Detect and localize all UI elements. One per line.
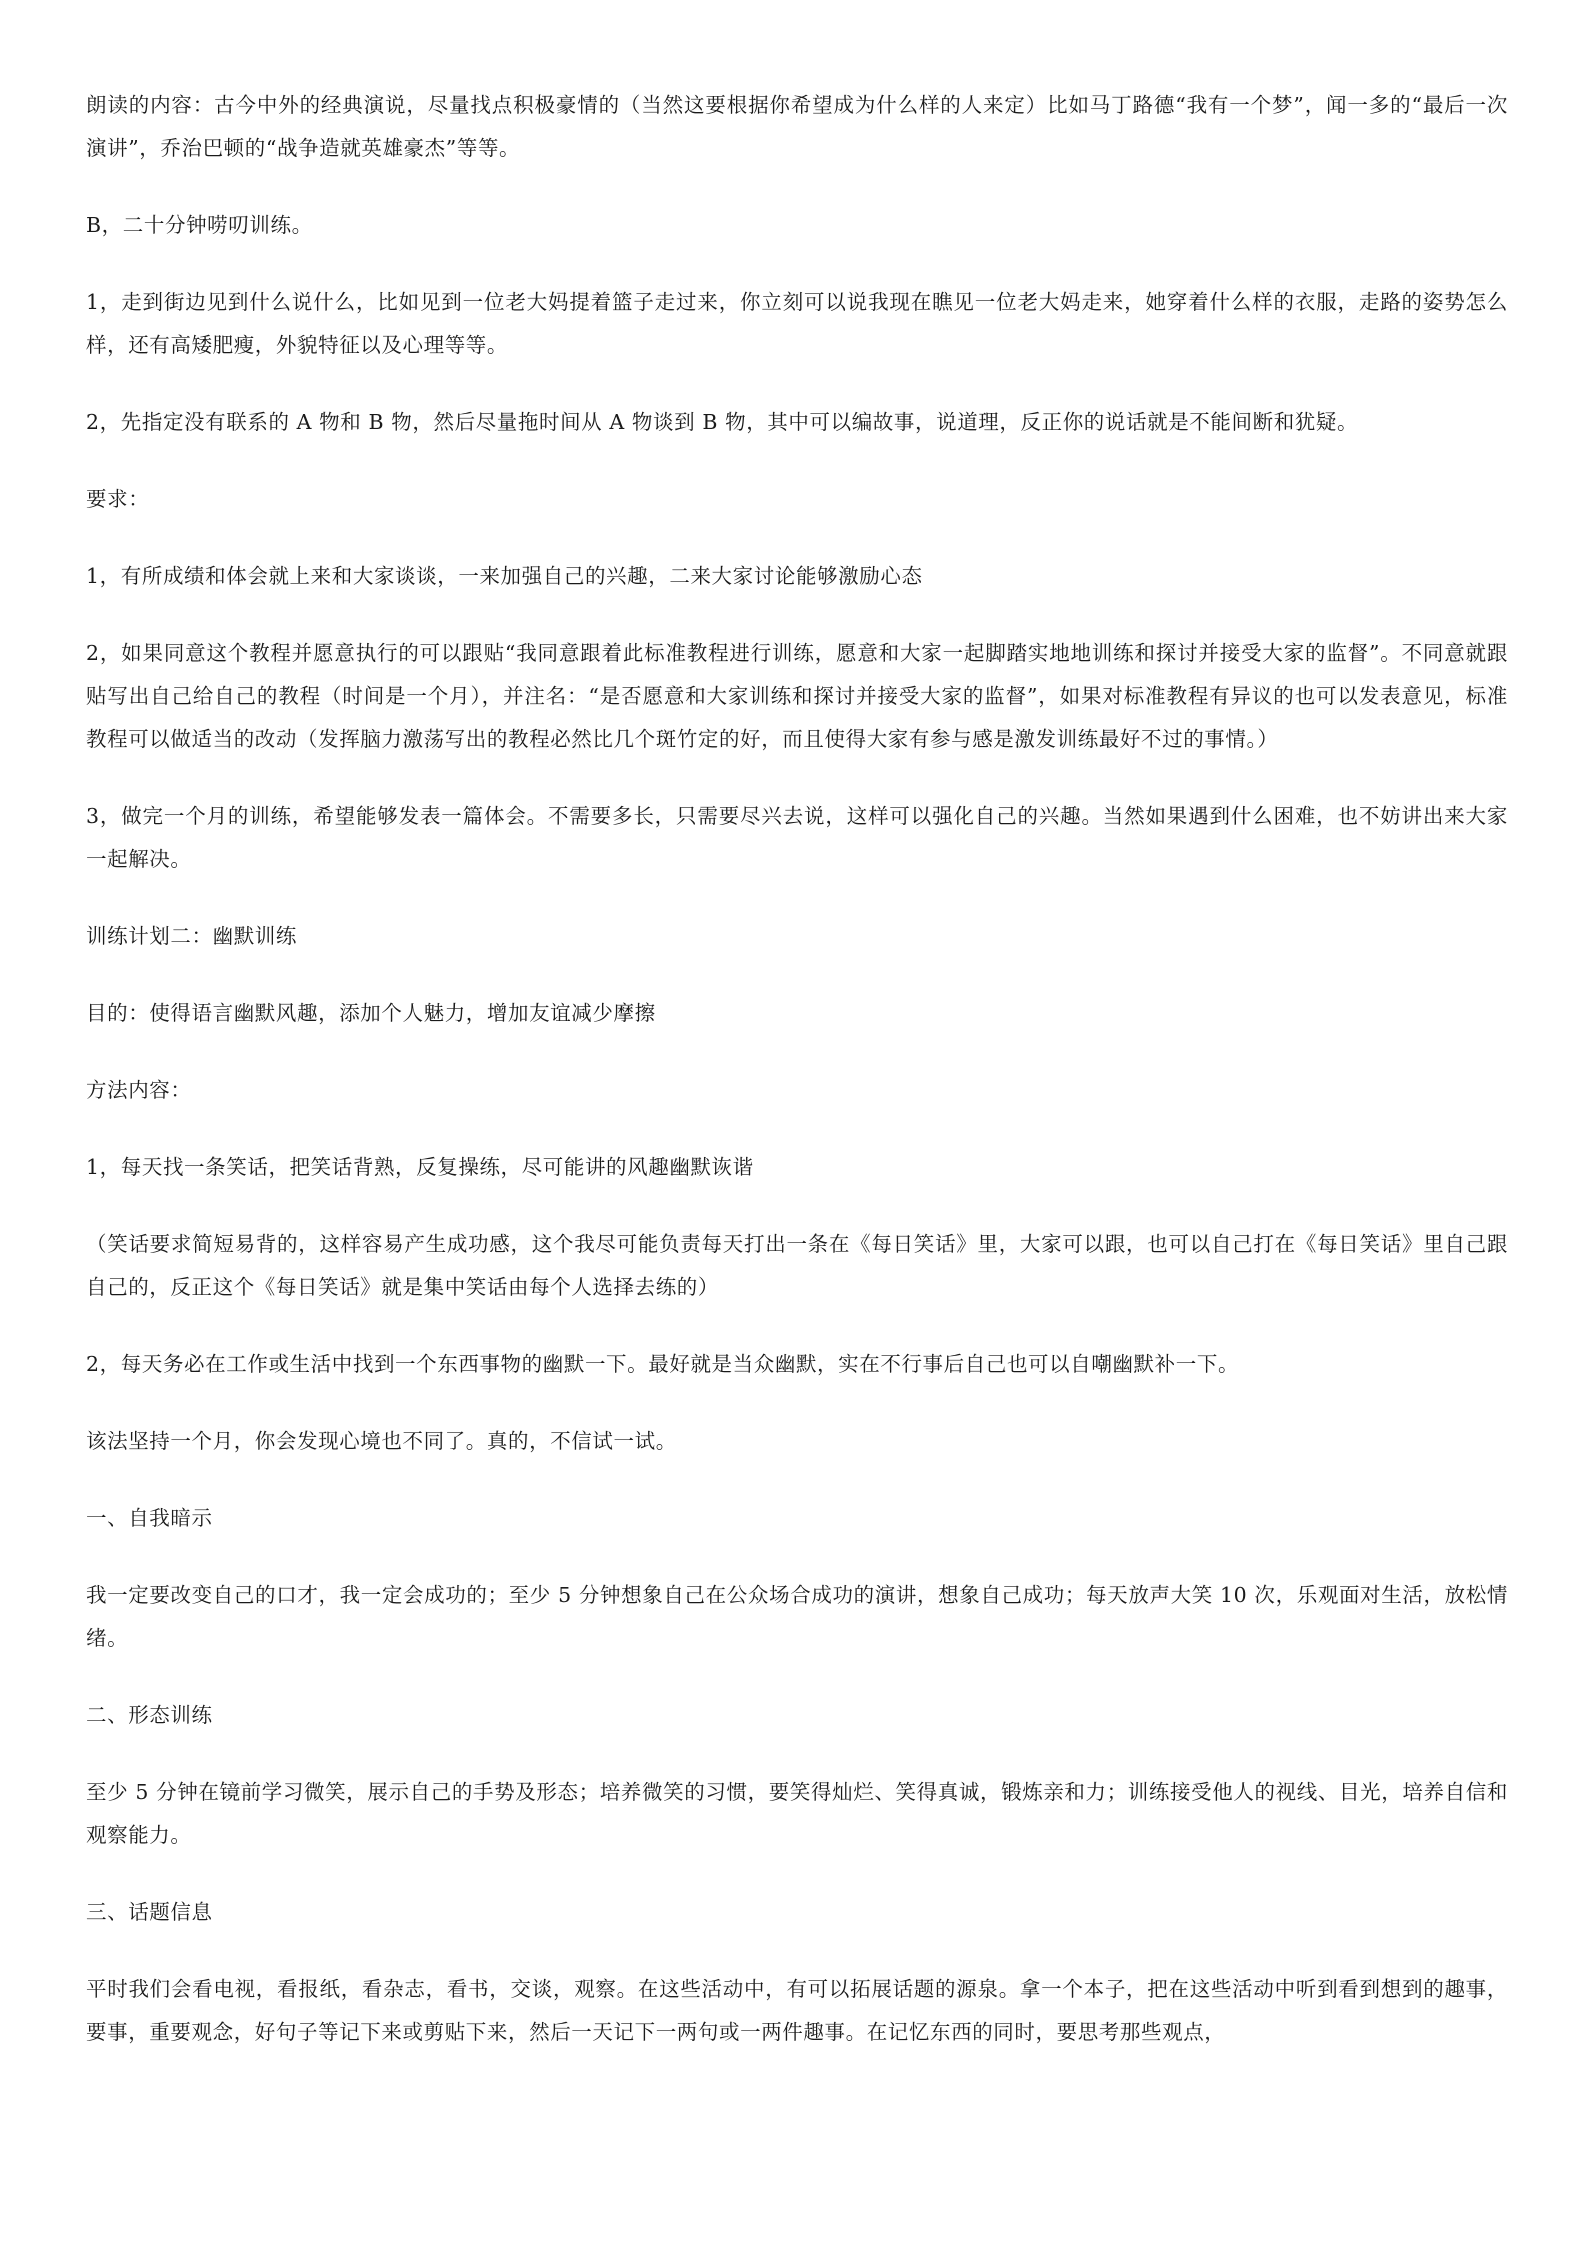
paragraph-self-suggestion: 我一定要改变自己的口才，我一定会成功的；至少 5 分钟想象自己在公众场合成功的演讲，想象自己成功；每天放声大笑 10 次，乐观面对生活，放松情绪。 xyxy=(86,1583,1508,1650)
paragraph-posture-heading: 二、形态训练 xyxy=(86,1703,213,1727)
paragraph-persist-note: 该法坚持一个月，你会发现心境也不同了。真的，不信试一试。 xyxy=(86,1429,677,1453)
paragraph-joke-note: （笑话要求简短易背的，这样容易产生成功感，这个我尽可能负责每天打出一条在《每日笑话》里，大家可以跟，也可以自己打在《每日笑话》里自己跟自己的，反正这个《每日笑话》就是集中笑话由每个人选择去练的） xyxy=(86,1232,1508,1299)
paragraph-posture: 至少 5 分钟在镜前学习微笑，展示自己的手势及形态；培养微笑的习惯，要笑得灿烂、笑得真诚，锻炼亲和力；训练接受他人的视线、目光，培养自信和观察能力。 xyxy=(86,1780,1508,1847)
paragraph-self-suggestion-heading: 一、自我暗示 xyxy=(86,1506,213,1530)
paragraph-topics-heading: 三、话题信息 xyxy=(86,1900,213,1924)
paragraph-b-item-1: 1，走到街边见到什么说什么，比如见到一位老大妈提着篮子走过来，你立刻可以说我现在瞧见一位老大妈走来，她穿着什么样的衣服，走路的姿势怎么样，还有高矮肥瘦，外貌特征以及心理等等。 xyxy=(86,290,1508,357)
paragraph-b-item-2: 2，先指定没有联系的 A 物和 B 物，然后尽量拖时间从 A 物谈到 B 物，其中可以编故事，说道理，反正你的说话就是不能间断和犹疑。 xyxy=(86,410,1359,434)
paragraph-method-heading: 方法内容： xyxy=(86,1078,192,1102)
paragraph-topics: 平时我们会看电视，看报纸，看杂志，看书，交谈，观察。在这些活动中，有可以拓展话题的源泉。拿一个本子，把在这些活动中听到看到想到的趣事，要事，重要观念，好句子等记下来或剪贴下来，然后一天记下一两句或一两件趣事。在记忆东西的同时，要思考那些观点， xyxy=(86,1977,1508,2044)
paragraph-plan-two-heading: 训练计划二：幽默训练 xyxy=(86,924,297,948)
paragraph-method-1: 1，每天找一条笑话，把笑话背熟，反复操练，尽可能讲的风趣幽默诙谐 xyxy=(86,1155,754,1179)
paragraph-method-2: 2，每天务必在工作或生活中找到一个东西事物的幽默一下。最好就是当众幽默，实在不行事后自己也可以自嘲幽默补一下。 xyxy=(86,1352,1240,1376)
paragraph-requirement-1: 1，有所成绩和体会就上来和大家谈谈，一来加强自己的兴趣，二来大家讨论能够激励心态 xyxy=(86,564,923,588)
paragraph-section-b-heading: B，二十分钟唠叨训练。 xyxy=(86,213,313,237)
paragraph-requirement-2: 2，如果同意这个教程并愿意执行的可以跟贴“我同意跟着此标准教程进行训练，愿意和大家一起脚踏实地地训练和探讨并接受大家的监督”。不同意就跟贴写出自己给自己的教程（时间是一个月），并注名：“是否愿意和大家训练和探讨并接受大家的监督”，如果对标准教程有异议的也可以发表意见，标准教程可以做适当的改动（发挥脑力激荡写出的教程必然比几个斑竹定的好，而且使得大家有参与感是激发训练最好不过的事情。） xyxy=(86,641,1508,751)
paragraph-purpose: 目的：使得语言幽默风趣，添加个人魅力，增加友谊减少摩擦 xyxy=(86,1001,656,1025)
paragraph-reading-content: 朗读的内容：古今中外的经典演说，尽量找点积极豪情的（当然这要根据你希望成为什么样的人来定）比如马丁路德“我有一个梦”，闻一多的“最后一次演讲”，乔治巴顿的“战争造就英雄豪杰”等等。 xyxy=(86,93,1508,160)
paragraph-requirement-3: 3，做完一个月的训练，希望能够发表一篇体会。不需要多长，只需要尽兴去说，这样可以强化自己的兴趣。当然如果遇到什么困难，也不妨讲出来大家一起解决。 xyxy=(86,804,1508,871)
paragraph-requirements-heading: 要求： xyxy=(86,487,150,511)
